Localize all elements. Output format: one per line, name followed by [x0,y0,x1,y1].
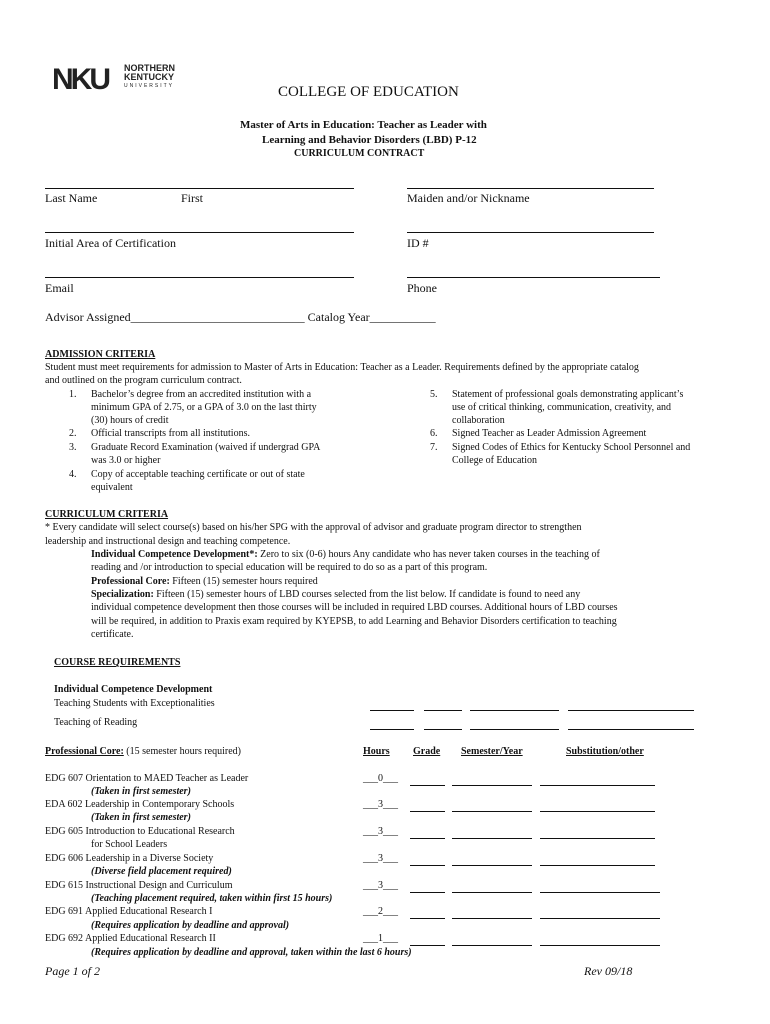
admission-item-5-line3: collaboration [452,415,505,426]
course-edg615-sub-blank[interactable] [540,892,660,893]
admission-item-7-line1: Signed Codes of Ethics for Kentucky School Personnel and [452,442,691,453]
logo-line-northern: NORTHERN [124,63,175,73]
icd1-hours-blank[interactable] [370,710,414,711]
course-edg692-grade-blank[interactable] [410,945,445,946]
nku-logo-text [124,64,175,91]
page-number: Page 1 of 2 [45,964,100,978]
course-edg607-sub-blank[interactable] [540,785,655,786]
core-paragraph [91,576,318,587]
course-edg692-semester-blank[interactable] [452,945,532,946]
course-edg691-title: EDG 691 Applied Educational Research I [45,906,213,917]
admission-item-2-line1: Official transcripts from all institutions. [91,428,250,439]
program-title-line2: Learning and Behavior Disorders (LBD) P-12 [262,134,477,146]
course-edg607-grade-blank[interactable] [410,785,445,786]
admission-item-6-num: 6. [430,428,438,439]
core-label: Professional Core: [91,576,170,587]
course-edg691-note: (Requires application by deadline and approval) [91,920,290,931]
course-edg605-grade-blank[interactable] [410,838,445,839]
id-label: ID # [407,236,429,250]
course-edg606-hours[interactable]: ___3___ [363,853,398,864]
course-edg607-semester-blank[interactable] [452,785,532,786]
icd2-sub-blank[interactable] [568,729,694,730]
last-name-label: Last Name [45,191,98,205]
maiden-name-label: Maiden and/or Nickname [407,191,530,205]
icd-text: Zero to six (0-6) hours Any candidate who has never taken courses in the teaching of [257,549,600,560]
first-name-label: First [181,191,204,205]
spec-line-3: will be required, in addition to Praxis exam required by KYEPSB, to add Learning and Behavior Disorders certification to teaching [91,616,617,627]
icd-courses-heading: Individual Competence Development [54,684,213,695]
course-edg607-title: EDG 607 Orientation to MAED Teacher as Leader [45,773,249,784]
icd2-grade-blank[interactable] [424,729,462,730]
course-edg605-hours[interactable]: ___3___ [363,826,398,837]
program-title-line1: Master of Arts in Education: Teacher as Leader with [240,119,487,131]
course-edg607-hours[interactable]: ___0___ [363,773,398,784]
admission-item-3-line2: was 3.0 or higher [91,455,161,466]
course-edg605-sub-blank[interactable] [540,838,655,839]
course-edg606-semester-blank[interactable] [452,865,532,866]
icd-course-2: Teaching of Reading [54,717,138,728]
email-label: Email [45,281,74,295]
course-eda602-semester-blank[interactable] [452,811,532,812]
admission-intro-2: and outlined on the program curriculum contract. [45,375,242,386]
course-eda602-sub-blank[interactable] [540,811,655,812]
icd1-grade-blank[interactable] [424,710,462,711]
icd2-semester-blank[interactable] [470,729,559,730]
last-name-line[interactable] [45,188,354,189]
logo-line-university: UNIVERSITY [124,83,175,89]
curriculum-line-1: * Every candidate will select course(s) based on his/her SPG with the approval of advisor and graduate program director to strengthen [45,522,582,533]
certification-label: Initial Area of Certification [45,236,176,250]
course-edg606-grade-blank[interactable] [410,865,445,866]
col-semester: Semester/Year [461,746,523,757]
email-line[interactable] [45,277,354,278]
course-edg691-semester-blank[interactable] [452,918,532,919]
course-edg692-sub-blank[interactable] [540,945,660,946]
admission-item-4-line2: equivalent [91,482,133,493]
college-title: COLLEGE OF EDUCATION [278,84,459,100]
admission-item-6-line1: Signed Teacher as Leader Admission Agreement [452,428,647,439]
course-edg605-title2: for School Leaders [91,839,168,850]
spec-label: Specialization: [91,589,154,600]
course-edg615-note: (Teaching placement required, taken within first 15 hours) [91,893,333,904]
course-edg606-sub-blank[interactable] [540,865,655,866]
admission-item-5-num: 5. [430,389,438,400]
admission-item-7-num: 7. [430,442,438,453]
course-edg605-semester-blank[interactable] [452,838,532,839]
admission-item-1-line3: (30) hours of credit [91,415,169,426]
course-edg691-sub-blank[interactable] [540,918,660,919]
contract-title: CURRICULUM CONTRACT [294,148,425,159]
course-edg692-hours[interactable]: ___1___ [363,933,398,944]
phone-label: Phone [407,281,437,295]
admission-item-7-line2: College of Education [452,455,537,466]
admission-item-5-line1: Statement of professional goals demonstrating applicant’s [452,389,684,400]
core-courses-heading-row [45,746,241,757]
course-edg691-hours[interactable]: ___2___ [363,906,398,917]
icd2-hours-blank[interactable] [370,729,414,730]
course-eda602-hours[interactable]: ___3___ [363,799,398,810]
icd-line-2: reading and /or introduction to special education will be required to do so as a part of this program. [91,562,488,573]
spec-paragraph [91,589,580,600]
nku-logo-mark: NKU [52,63,108,96]
course-edg607-note: (Taken in first semester) [91,786,191,797]
course-edg615-title: EDG 615 Instructional Design and Curriculum [45,880,233,891]
revision-date: Rev 09/18 [584,964,633,978]
core-text: Fifteen (15) semester hours required [169,576,318,587]
admission-heading: ADMISSION CRITERIA [45,349,156,360]
curriculum-line-2: leadership and instructional design and teaching competence. [45,536,291,547]
core-courses-heading: Professional Core: [45,746,124,757]
spec-line-2: individual competence development then those courses will be included in required LBD courses. Additional hours of LBD courses [91,602,618,613]
logo-line-kentucky: KENTUCKY [124,72,175,82]
col-grade: Grade [413,746,441,757]
course-edg615-hours[interactable]: ___3___ [363,880,398,891]
icd1-semester-blank[interactable] [470,710,559,711]
col-hours: Hours [363,746,390,757]
advisor-catalog-line[interactable]: Advisor Assigned_____________________________ Catalog Year___________ [45,310,436,324]
id-line[interactable] [407,232,654,233]
course-eda602-grade-blank[interactable] [410,811,445,812]
col-substitution: Substitution/other [566,746,644,757]
course-requirements-heading: COURSE REQUIREMENTS [54,657,181,668]
admission-item-4-line1: Copy of acceptable teaching certificate or out of state [91,469,305,480]
icd-label: Individual Competence Development*: [91,549,258,560]
icd-paragraph [91,549,600,560]
admission-item-2-num: 2. [69,428,77,439]
curriculum-heading: CURRICULUM CRITERIA [45,509,169,520]
course-edg615-grade-blank[interactable] [410,892,445,893]
spec-line-4: certificate. [91,629,134,640]
certification-line[interactable] [45,232,354,233]
course-edg691-grade-blank[interactable] [410,918,445,919]
spec-text: Fifteen (15) semester hours of LBD courses selected from the list below. If candidate is found to need any [153,589,581,600]
admission-item-3-num: 3. [69,442,77,453]
admission-item-4-num: 4. [69,469,77,480]
course-edg692-title: EDG 692 Applied Educational Research II [45,933,216,944]
course-edg615-semester-blank[interactable] [452,892,532,893]
course-edg606-note: (Diverse field placement required) [91,866,232,877]
course-edg606-title: EDG 606 Leadership in a Diverse Society [45,853,214,864]
admission-item-1-line1: Bachelor’s degree from an accredited institution with a [91,389,312,400]
course-edg605-title: EDG 605 Introduction to Educational Research [45,826,235,837]
course-eda602-title: EDA 602 Leadership in Contemporary Schools [45,799,235,810]
phone-line[interactable] [407,277,660,278]
admission-intro-1: Student must meet requirements for admission to Master of Arts in Education: Teacher as a Leader. Requirements defined by the appropriate catalog [45,362,639,373]
maiden-name-line[interactable] [407,188,654,189]
course-edg692-note: (Requires application by deadline and approval, taken within the last 6 hours) [91,947,412,958]
icd1-sub-blank[interactable] [568,710,694,711]
admission-item-1-line2: minimum GPA of 2.75, or a GPA of 3.0 on the last thirty [91,402,317,413]
admission-item-1-num: 1. [69,389,77,400]
core-courses-sub: (15 semester hours required) [123,746,241,757]
course-eda602-note: (Taken in first semester) [91,812,191,823]
admission-item-5-line2: use of critical thinking, communication, creativity, and [452,402,672,413]
admission-item-3-line1: Graduate Record Examination (waived if undergrad GPA [91,442,321,453]
icd-course-1: Teaching Students with Exceptionalities [54,698,215,709]
